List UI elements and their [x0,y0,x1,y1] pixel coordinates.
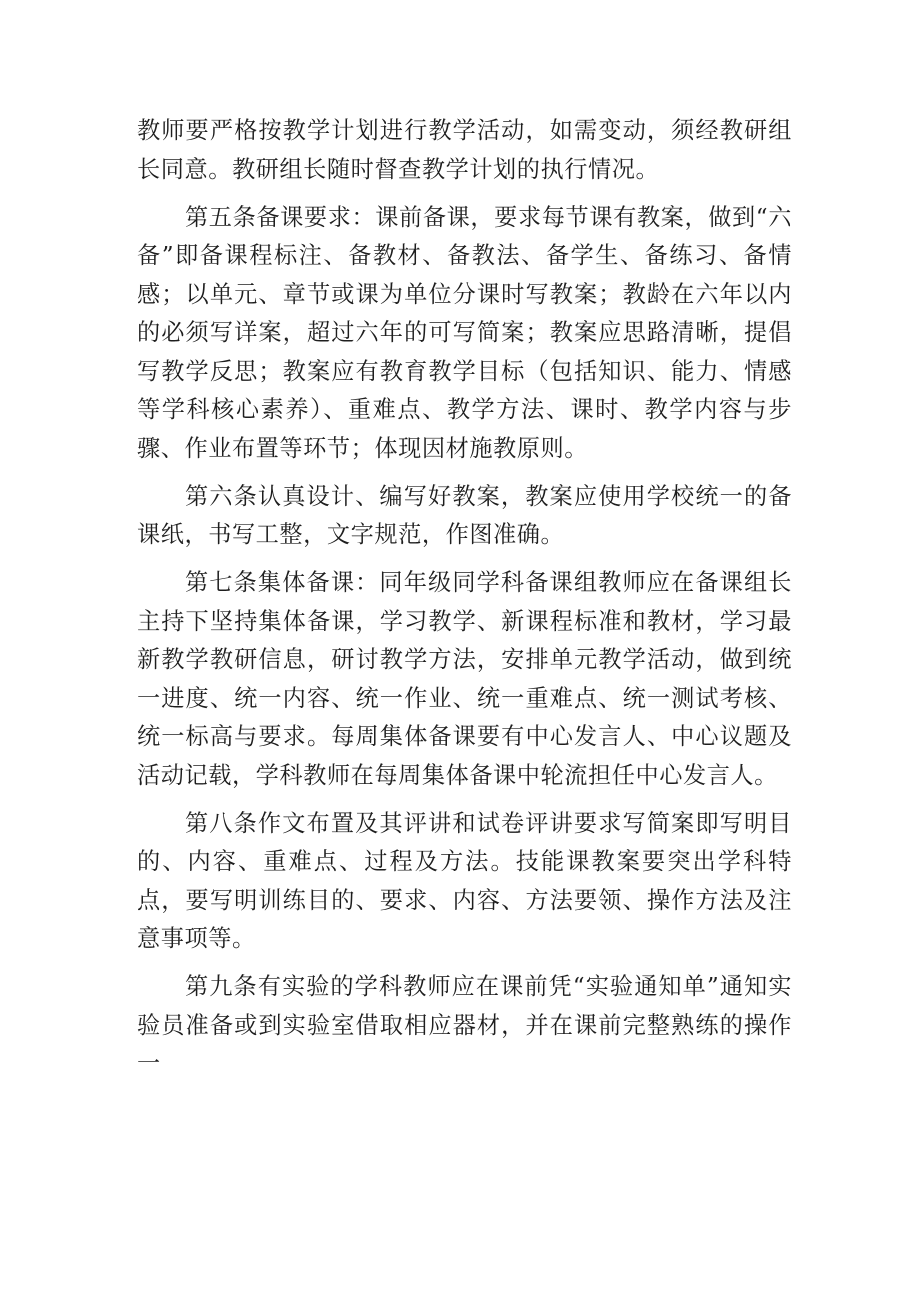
paragraph-article-5: 第五条备课要求：课前备课，要求每节课有教案，做到“六备”即备课程标注、备教材、备教法、备学生、备练习、备情感；以单元、章节或课为单位分课时写教案；教龄在六年以内的必须写详案，超过六年的可写简案；教案应思路清晰，提倡写教学反思；教案应有教育教学目标（包括知识、能力、情感等学科核心素养）、重难点、教学方法、课时、教学内容与步骤、作业布置等环节；体现因材施教原则。 [137,203,792,462]
paragraph-article-7: 第七条集体备课：同年级同学科备课组教师应在备课组长主持下坚持集体备课，学习教学、新课程标准和教材，学习最新教学教研信息，研讨教学方法，安排单元教学活动，做到统一进度、统一内容、统一作业、统一重难点、统一测试考核、统一标高与要求。每周集体备课要有中心发言人、中心议题及活动记载，学科教师在每周集体备课中轮流担任中心发言人。 [137,569,792,789]
document-page [137,112,792,1093]
paragraph-article-6: 第六条认真设计、编写好教案，教案应使用学校统一的备课纸，书写工整，文字规范，作图准确。 [137,482,792,548]
paragraph-1: 教师要严格按教学计划进行教学活动，如需变动，须经教研组长同意。教研组长随时督查教学计划的执行情况。 [137,117,792,183]
paragraph-article-8: 第八条作文布置及其评讲和试卷评讲要求写简案即写明目的、内容、重难点、过程及方法。技能课教案要突出学科特点，要写明训练目的、要求、内容、方法要领、操作方法及注意事项等。 [137,809,792,952]
paragraph-article-9: 第九条有实验的学科教师应在课前凭“实验通知单”通知实验员准备或到实验室借取相应器材，并在课前完整熟练的操作一 [137,973,792,1077]
